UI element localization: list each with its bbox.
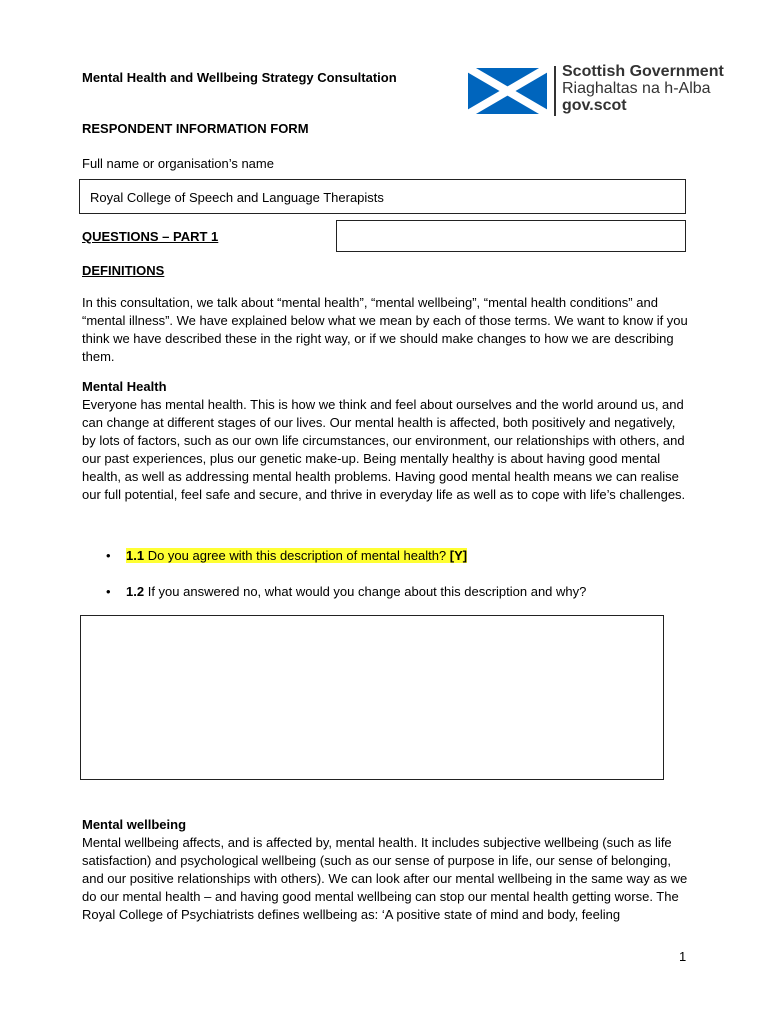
question-1-2-number: 1.2 bbox=[126, 584, 145, 599]
fullname-label: Full name or organisation’s name bbox=[82, 156, 274, 171]
question-1-1-number: 1.1 bbox=[126, 548, 145, 563]
logo-divider bbox=[554, 66, 556, 116]
mental-wellbeing-heading: Mental wellbeing bbox=[82, 817, 187, 832]
bullet-icon: • bbox=[106, 548, 111, 563]
page-number: 1 bbox=[679, 949, 687, 964]
mental-health-heading: Mental Health bbox=[82, 379, 167, 394]
logo-line-english: Scottish Government bbox=[562, 63, 724, 80]
respondent-form-heading: RESPONDENT INFORMATION FORM bbox=[82, 121, 309, 136]
logo-text bbox=[562, 63, 724, 114]
bullet-icon: • bbox=[106, 584, 111, 599]
questions-heading: QUESTIONS – PART 1 bbox=[82, 229, 219, 244]
question-1-2-text bbox=[126, 584, 586, 599]
intro-paragraph: In this consultation, we talk about “mental health”, “mental wellbeing”, “mental health conditions” and “mental illness”. We have explained below what we mean by each of those terms. We want to know if you think we have described these in the right way, or if we should make changes to how we are describing them. bbox=[82, 295, 688, 364]
question-1-1-text bbox=[126, 548, 467, 563]
logo-line-gaelic: Riaghaltas na h-Alba bbox=[562, 80, 711, 97]
question-1-2-prompt: If you answered no, what would you change about this description and why? bbox=[147, 584, 587, 599]
question-1-1 bbox=[106, 548, 468, 563]
mental-wellbeing-paragraph: Mental wellbeing affects, and is affected by, mental health. It includes subjective wellbeing (such as life satisfaction) and psychological wellbeing (such as our sense of purpose in life, our sense of belonging, and our positive relationships with others). We can look after our mental wellbeing in the same way as we do our mental health – and having good mental wellbeing can stop our mental health getting worse. The Royal College of Psychiatrists defines wellbeing as: ‘A positive state of mind and body, feeling bbox=[82, 835, 688, 922]
definitions-heading: DEFINITIONS bbox=[82, 263, 165, 278]
scottish-government-logo bbox=[468, 63, 740, 116]
question-1-1-prompt: Do you agree with this description of mental health? bbox=[147, 548, 447, 563]
question-1-2-answer-box[interactable] bbox=[80, 615, 664, 780]
fullname-value: Royal College of Speech and Language Therapists bbox=[90, 190, 384, 205]
question-1-1-answer[interactable]: [Y] bbox=[449, 548, 468, 563]
document-title: Mental Health and Wellbeing Strategy Consultation bbox=[82, 70, 397, 85]
saltire-flag-icon bbox=[468, 68, 547, 114]
question-1-2 bbox=[106, 584, 587, 599]
logo-line-url: gov.scot bbox=[562, 97, 627, 114]
blank-field[interactable] bbox=[336, 220, 686, 252]
fullname-field[interactable] bbox=[79, 179, 686, 214]
mental-health-paragraph: Everyone has mental health. This is how we think and feel about ourselves and the world around us, and can change at different stages of our lives. Our mental health is affected, both positively and negatively, by lots of factors, such as our own life circumstances, our environment, our relationships with others, and our past experiences, plus our genetic make-up. Being mentally healthy is about having good mental health, as well as addressing mental health problems. Having good mental health means we can realise our full potential, feel safe and secure, and thrive in everyday life as well as to cope with life’s challenges. bbox=[82, 397, 686, 502]
